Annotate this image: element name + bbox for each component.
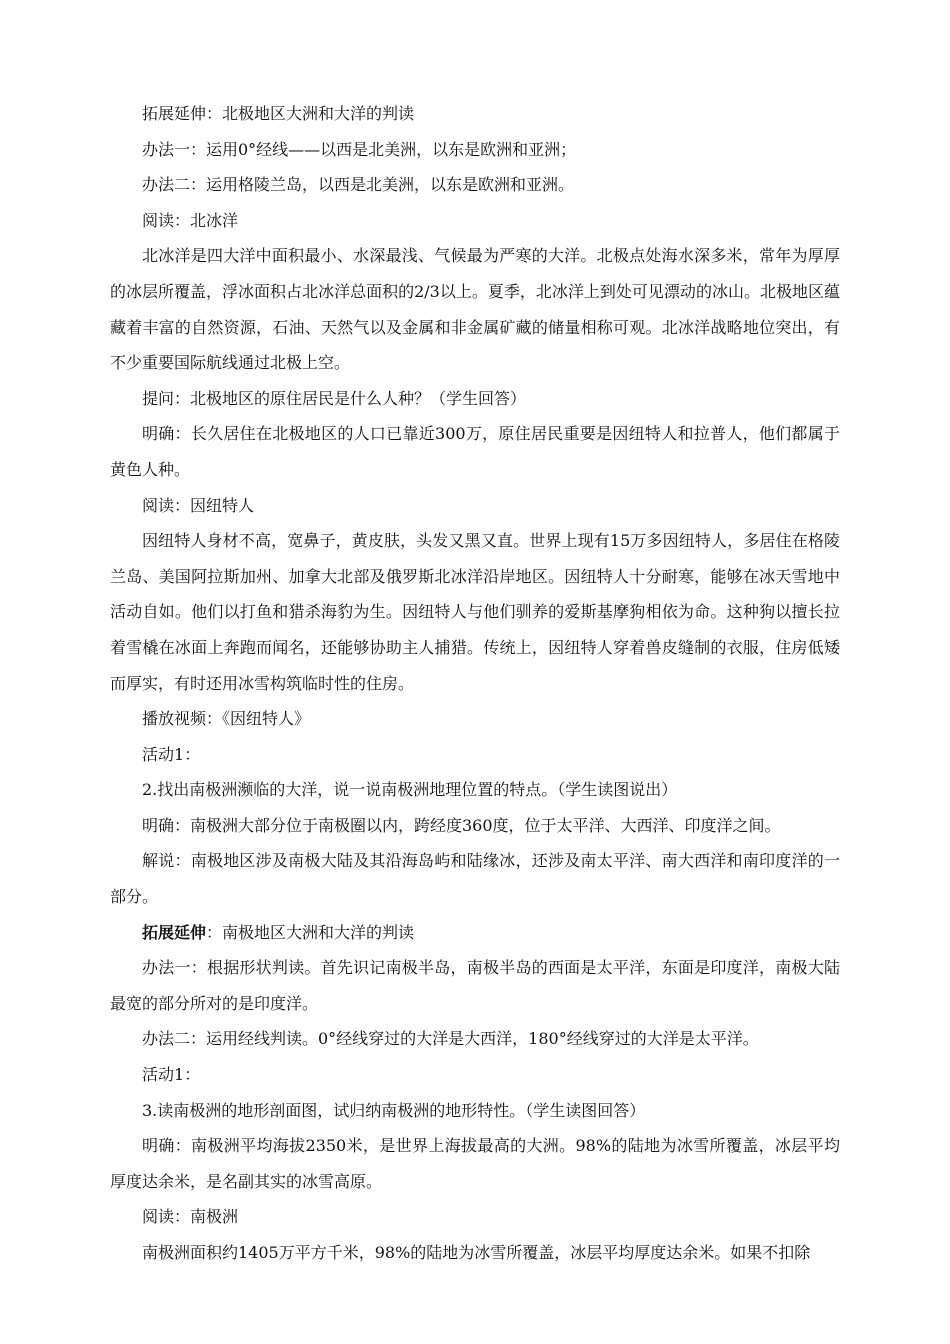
bold-label: 拓展延伸 [142,922,207,942]
paragraph-video: 播放视频：《因纽特人》 [142,709,311,729]
extension-text: ：南极地区大洲和大洋的判读 [206,922,415,942]
paragraph-answer-antarctica-location: 明确：南极洲大部分位于南极圈以内，跨经度360度，位于太平洋、大西洋、印度洋之间。 [142,815,781,835]
paragraph-antarctic-extension [110,915,840,951]
paragraph-answer-terrain: 明确：南极洲平均海拔2350米，是世界上海拔最高的大洲。98%的陆地为冰雪所覆盖，冰层平均厚度达余米，是名副其实的冰雪高原。 [110,1136,840,1191]
paragraph-method-1-meridian: 办法一：运用0°经线——以西是北美洲，以东是欧洲和亚洲； [142,139,577,159]
paragraph-antarctica-text: 南极洲面积约1405万平方千米，98%的陆地为冰雪所覆盖，冰层平均厚度达余米。如果不扣除 [142,1243,811,1262]
paragraph-inuit-text: 因纽特人身材不高，宽鼻子，黄皮肤，头发又黑又直。世界上现有15万多因纽特人，多居住在格陵兰岛、美国阿拉斯加州、加拿大北部及俄罗斯北冰洋沿岸地区。因纽特人十分耐寒，能够在冰天雪地中活动自如。他们以打鱼和猎杀海豹为生。因纽特人与他们驯养的爱斯基摩狗相依为命。这种狗以擅长拉着雪橇在冰面上奔跑而闻名，还能够协助主人捕猎。传统上，因纽特人穿着兽皮缝制的衣服，住房低矮而厚实，有时还用冰雪构筑临时性的住房。 [110,531,840,693]
paragraph-activity-1b: 活动1： [142,1065,201,1085]
paragraph-explanation-antarctic-region: 解说：南极地区涉及南极大陆及其沿海岛屿和陆缘冰，还涉及南太平洋、南大西洋和南印度洋的一部分。 [110,851,840,907]
document-body [110,96,840,1271]
paragraph-reading-antarctica: 阅读：南极洲 [142,1207,239,1227]
paragraph-answer-residents: 明确：长久居住在北极地区的人口已靠近300万，原住居民重要是因纽特人和拉普人，他们都属于黄色人种。 [110,424,840,479]
paragraph-task-2: 2.找出南极洲濒临的大洋，说一说南极洲地理位置的特点。（学生读图说出） [142,780,678,800]
paragraph-activity-1a: 活动1： [142,744,201,764]
paragraph-arctic-ocean-text: 北冰洋是四大洋中面积最小、水深最浅、气候最为严寒的大洋。北极点处海水深多米，常年为厚厚的冰层所覆盖，浮冰面积占北冰洋总面积的2/3以上。夏季，北冰洋上到处可见漂动的冰山。北极地区蕴藏着丰富的自然资源，石油、天然气以及金属和非金属矿藏的储量相称可观。北冰洋战略地位突出，有不少重要国际航线通过北极上空。 [110,246,840,373]
paragraph-reading-inuit: 阅读：因纽特人 [142,495,255,515]
paragraph-reading-arctic-ocean: 阅读：北冰洋 [142,210,239,230]
paragraph-method-2-longitude: 办法二：运用经线判读。0°经线穿过的大洋是大西洋，180°经线穿过的大洋是太平洋。 [142,1029,759,1049]
paragraph-question-residents: 提问：北极地区的原住居民是什么人种？（学生回答） [142,388,527,408]
paragraph-task-3: 3.读南极洲的地形剖面图，试归纳南极洲的地形特性。（学生读图回答） [142,1100,646,1120]
paragraph-method-1-shape: 办法一：根据形状判读。首先识记南极半岛，南极半岛的西面是太平洋，东面是印度洋，南极大陆最宽的部分所对的是印度洋。 [110,958,840,1013]
paragraph-method-2-greenland: 办法二：运用格陵兰岛，以西是北美洲，以东是欧洲和亚洲。 [142,175,575,195]
paragraph-arctic-extension: 拓展延伸：北极地区大洲和大洋的判读 [142,104,415,123]
